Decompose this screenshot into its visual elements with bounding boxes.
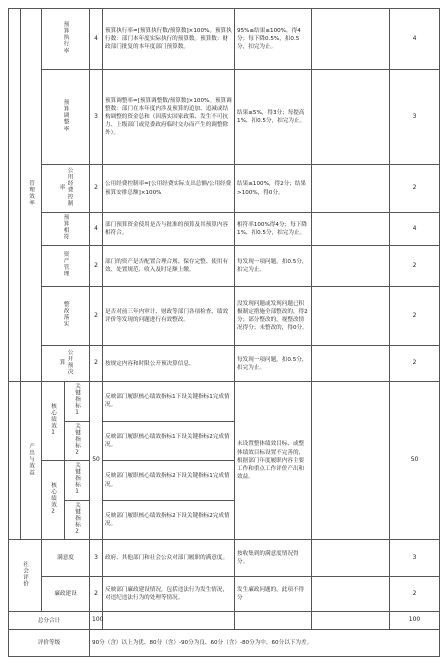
level3-indicator (65, 500, 90, 540)
score-value: 3 (390, 70, 440, 165)
weight-value: 4 (90, 9, 103, 70)
scoring-standard: 发生廉政问题的，此项不得分 (235, 577, 312, 612)
level2-indicator-text: 预算相符 (62, 214, 69, 241)
scoring-standard: 每发现一项问题，扣0.5分，扣完为止。 (235, 246, 312, 287)
scoring-standard: 未设置整体绩效目标、或整体绩效目标设置不完善的，根据部门年度履职内容主要工作和重点工作评价产出和效益。 (235, 382, 312, 540)
level2-indicator (42, 346, 90, 382)
level2-indicator (42, 9, 90, 70)
indicator-description: 反映部门履职核心绩效指标2下设关键指标1完成情况。 (103, 461, 235, 501)
total-weight: 100 (90, 612, 103, 630)
blank-cell (312, 213, 390, 246)
level2-indicator: 廉政建设 (42, 577, 90, 612)
blank-cell (312, 165, 390, 213)
blank-cell (103, 612, 235, 630)
level1-indicator-text: 社会评价 (22, 561, 29, 588)
level2-indicator-text: 公用经费控制率 (58, 167, 73, 207)
level2-indicator (42, 70, 90, 165)
table-row (9, 346, 440, 382)
score-value: 2 (390, 346, 440, 382)
level2-indicator (42, 246, 90, 287)
indicator-description: 反映部门廉政建设情况，包括违法行为发生情况，对违纪违法行为的处理等情况。 (103, 577, 235, 612)
level1-indicator (21, 9, 42, 382)
level3-indicator-text: 关键指标2 (74, 422, 81, 457)
indicator-description: 是否对前三年内审计、财政等部门各项检查、绩效评价等发现的问题进行有效整改。 (103, 287, 235, 346)
weight-value: 2 (90, 346, 103, 382)
blank-cell (312, 612, 390, 630)
score-value: 4 (390, 213, 440, 246)
table-row (9, 382, 440, 422)
level2-indicator (42, 382, 65, 461)
level2-indicator-text: 核心绩效1 (50, 402, 57, 437)
indicator-description: 反映部门履职核心绩效指标1下设关键指标1完成情况。 (103, 382, 235, 422)
scoring-standard: 按收集到的满意度情况得分。 (235, 540, 312, 577)
level2-indicator-text: 公开预决算 (58, 348, 73, 376)
level3-indicator (65, 461, 90, 501)
level1-indicator-text: 管理效率 (28, 180, 35, 207)
level2-indicator-text: 资产管理 (62, 251, 69, 278)
left-blank-cell (9, 382, 21, 540)
indicator-description: 反映部门履职核心绩效指标2下设关键指标2完成情况。 (103, 500, 235, 540)
indicator-description: 按规定内容和时限公开预决算信息。 (103, 346, 235, 382)
level2-indicator-text: 核心绩效2 (50, 482, 57, 516)
scoring-standard: 每发现一项问题，扣0.5分，扣完为止。 (235, 346, 312, 382)
indicator-description: 政府、其他部门和社会公众对部门履职的满意度。 (103, 540, 235, 577)
score-value: 2 (390, 577, 440, 612)
weight-value: 2 (90, 577, 103, 612)
level1-indicator (21, 382, 42, 540)
weight-value: 2 (90, 165, 103, 213)
level2-indicator (42, 287, 90, 346)
table-row (9, 165, 440, 213)
scoring-standard: 结果≤100%，得2分；结果>100%，得0分。 (235, 165, 312, 213)
level3-indicator-text: 关键指标2 (74, 501, 81, 536)
level1-indicator (9, 540, 42, 612)
indicator-description: 公用经费控制率=[公用经费实际支出总额/公用经费预算安排总额]×100% (103, 165, 235, 213)
blank-cell (312, 9, 390, 70)
weight-value: 2 (90, 287, 103, 346)
weight-value: 2 (90, 246, 103, 287)
scoring-standard: 相符率100%得4分；每下降1%，扣0.5分，扣完为止。 (235, 213, 312, 246)
table-row (9, 9, 440, 70)
level2-indicator-text: 整改落实 (62, 301, 69, 328)
score-value: 2 (390, 287, 440, 346)
table-row (9, 70, 440, 165)
scoring-standard: 结果≤5%，得3分；每提高1%，扣0.5分，扣完为止。 (235, 70, 312, 165)
table-row (9, 287, 440, 346)
blank-cell (312, 540, 390, 577)
table-row (9, 540, 440, 577)
blank-cell (312, 287, 390, 346)
level2-indicator-text: 预算调整率 (62, 98, 69, 132)
indicator-description: 部门的资产是否配置合理合规、保存完整、使用有效、处置规范、收入及时足额上缴。 (103, 246, 235, 287)
score-value: 4 (390, 9, 440, 70)
level3-indicator-text: 关键指标1 (74, 462, 81, 496)
score-value: 3 (390, 540, 440, 577)
score-total: 50 (390, 382, 440, 540)
indicator-description: 部门预算资金使用是否与批准的预算及其预算内容相符合。 (103, 213, 235, 246)
weight-value: 3 (90, 540, 103, 577)
grade-label: 评价等级 (9, 630, 90, 657)
table-row (9, 577, 440, 612)
total-score: 100 (390, 612, 440, 630)
level2-indicator-text: 预算执行率 (62, 20, 69, 54)
weight-total: 50 (90, 382, 103, 540)
level3-indicator (65, 421, 90, 461)
total-row (9, 612, 440, 630)
level3-indicator-text: 关键指标1 (74, 383, 81, 417)
level3-indicator (65, 382, 90, 422)
blank-cell (312, 70, 390, 165)
level2-indicator (42, 165, 90, 213)
table-row (9, 213, 440, 246)
scoring-standard: 没发现问题或发现问题已积极制定措施全部整改的，得2分；部分整改的，视整改情况得分；未整改的，得0分。 (235, 287, 312, 346)
score-value: 2 (390, 246, 440, 287)
blank-cell (312, 382, 390, 540)
evaluation-table (8, 8, 440, 657)
grade-text: 90分（含）以上为优、80分（含）-90分为良、60分（含）-80分为中、60分以下为差。 (90, 630, 440, 657)
level2-indicator (42, 213, 90, 246)
scoring-standard: 95%≤结果≤100%，得4分；每下降0.5%，扣0.5分，扣完为止。 (235, 9, 312, 70)
table-row (9, 246, 440, 287)
left-blank-cell (9, 9, 21, 382)
indicator-description: 预算调整率=[预算调整数/预算数]×100%。预算调整数：部门在本年度内涉及预算的追加、追减或结构调整的资金总和（因落实国家政策、发生不可抗力、上级部门或党委政府临时交办而产生的调整除外）。 (103, 70, 235, 165)
level2-indicator (42, 461, 65, 540)
level1-indicator-text: 产出与效益 (28, 442, 35, 476)
indicator-description: 反映部门履职核心绩效指标1下设关键指标2完成情况。 (103, 421, 235, 461)
blank-cell (235, 612, 312, 630)
weight-value: 4 (90, 213, 103, 246)
blank-cell (312, 346, 390, 382)
indicator-description: 预算执行率=[预算执行数/预算数]×100%。预算执行数：部门本年度实际执行的预算数。预算数：财政部门批复的本年度部门预算数。 (103, 9, 235, 70)
weight-value: 3 (90, 70, 103, 165)
total-label: 总分合计 (9, 612, 90, 630)
level2-indicator: 满意度 (42, 540, 90, 577)
score-value: 2 (390, 165, 440, 213)
blank-cell (312, 246, 390, 287)
grade-row (9, 630, 440, 657)
blank-cell (312, 577, 390, 612)
